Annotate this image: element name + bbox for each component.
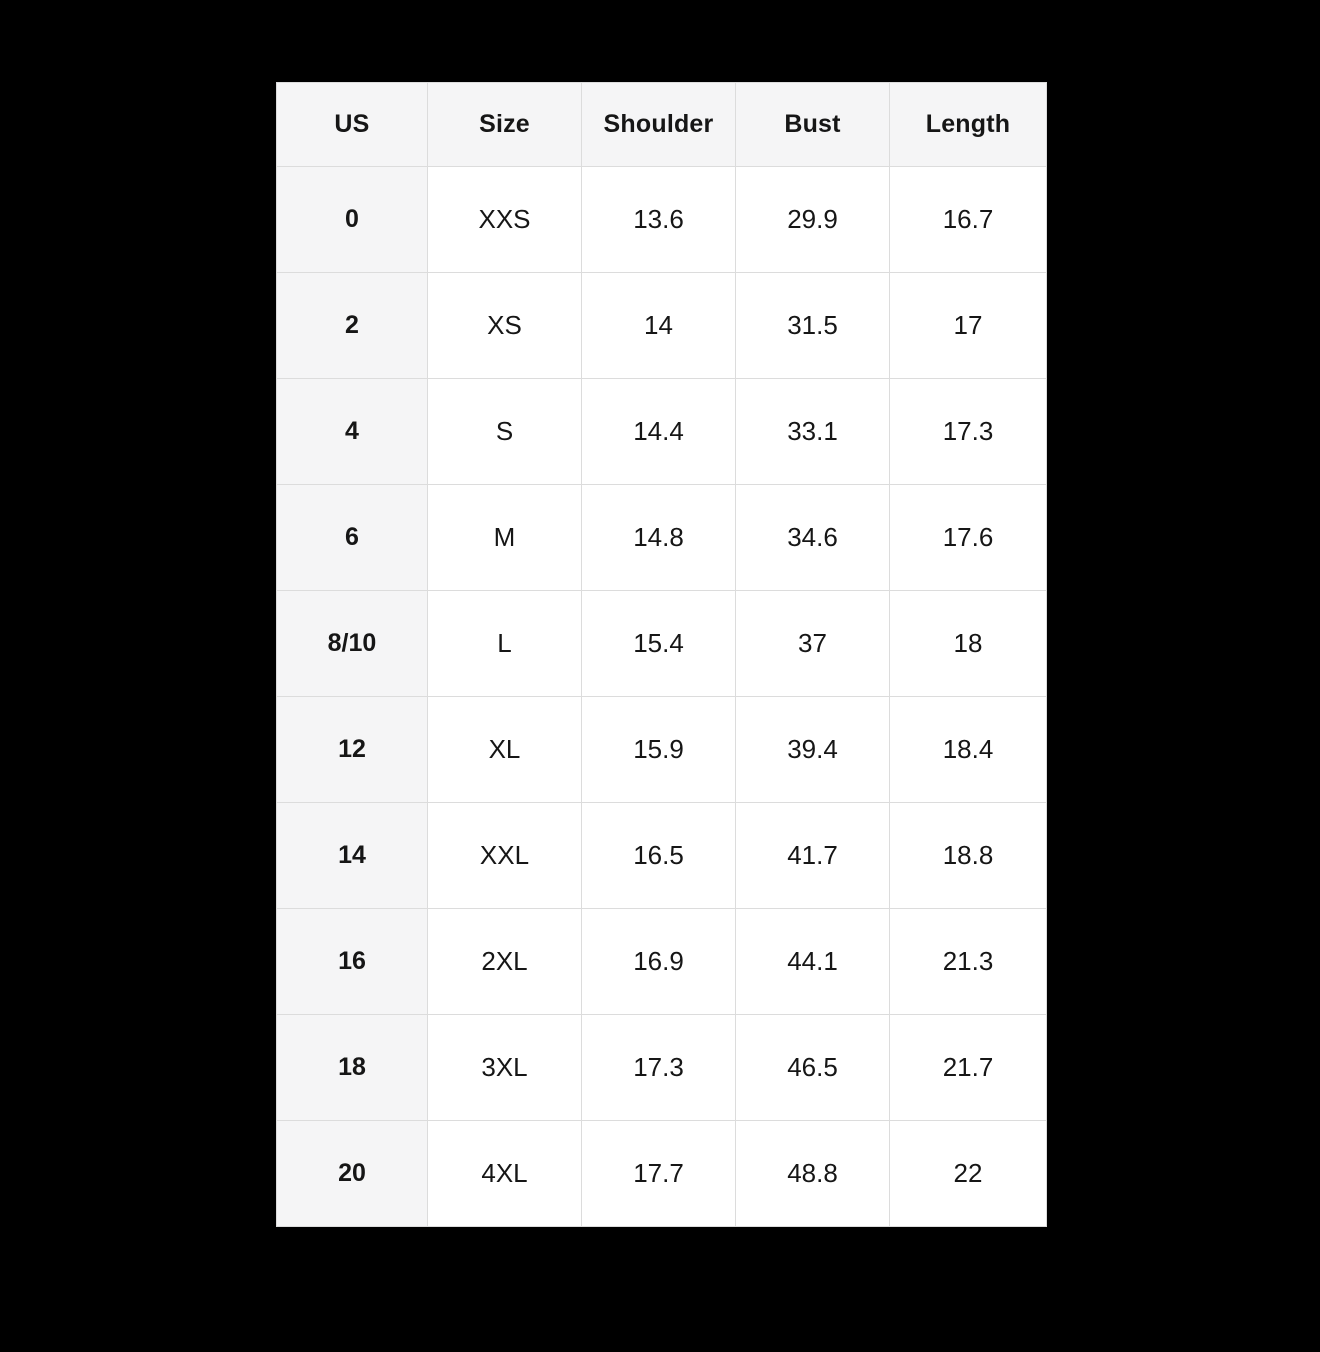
- table-row: [277, 273, 1047, 379]
- header-row: [277, 83, 1047, 167]
- data-cell: 17.6: [890, 485, 1047, 591]
- data-cell: 21.3: [890, 909, 1047, 1015]
- row-header-cell: 18: [277, 1015, 428, 1121]
- data-cell: 18: [890, 591, 1047, 697]
- column-header-length: Length: [890, 83, 1047, 167]
- data-cell: 15.4: [582, 591, 736, 697]
- data-cell: 31.5: [736, 273, 890, 379]
- data-cell: 21.7: [890, 1015, 1047, 1121]
- data-cell: 13.6: [582, 167, 736, 273]
- row-header-cell: 8/10: [277, 591, 428, 697]
- data-cell: XXL: [428, 803, 582, 909]
- data-cell: 16.7: [890, 167, 1047, 273]
- data-cell: M: [428, 485, 582, 591]
- data-cell: 17.3: [582, 1015, 736, 1121]
- size-chart-table: [276, 82, 1047, 1227]
- row-header-cell: 14: [277, 803, 428, 909]
- size-chart-header: [277, 83, 1047, 167]
- data-cell: 16.5: [582, 803, 736, 909]
- data-cell: 3XL: [428, 1015, 582, 1121]
- column-header-size: Size: [428, 83, 582, 167]
- table-row: [277, 485, 1047, 591]
- table-row: [277, 1121, 1047, 1227]
- data-cell: 17: [890, 273, 1047, 379]
- data-cell: 48.8: [736, 1121, 890, 1227]
- data-cell: XXS: [428, 167, 582, 273]
- data-cell: 4XL: [428, 1121, 582, 1227]
- table-row: [277, 1015, 1047, 1121]
- data-cell: 18.4: [890, 697, 1047, 803]
- data-cell: 17.7: [582, 1121, 736, 1227]
- data-cell: 14.8: [582, 485, 736, 591]
- data-cell: 46.5: [736, 1015, 890, 1121]
- column-header-us: US: [277, 83, 428, 167]
- column-header-shoulder: Shoulder: [582, 83, 736, 167]
- data-cell: 39.4: [736, 697, 890, 803]
- data-cell: 15.9: [582, 697, 736, 803]
- row-header-cell: 20: [277, 1121, 428, 1227]
- table-row: [277, 379, 1047, 485]
- data-cell: 34.6: [736, 485, 890, 591]
- data-cell: 17.3: [890, 379, 1047, 485]
- data-cell: L: [428, 591, 582, 697]
- column-header-bust: Bust: [736, 83, 890, 167]
- row-header-cell: 0: [277, 167, 428, 273]
- data-cell: 29.9: [736, 167, 890, 273]
- row-header-cell: 2: [277, 273, 428, 379]
- data-cell: 14.4: [582, 379, 736, 485]
- table-row: [277, 591, 1047, 697]
- row-header-cell: 6: [277, 485, 428, 591]
- data-cell: 14: [582, 273, 736, 379]
- row-header-cell: 12: [277, 697, 428, 803]
- table-row: [277, 803, 1047, 909]
- row-header-cell: 4: [277, 379, 428, 485]
- table-row: [277, 909, 1047, 1015]
- data-cell: 16.9: [582, 909, 736, 1015]
- data-cell: 18.8: [890, 803, 1047, 909]
- table-row: [277, 167, 1047, 273]
- data-cell: 44.1: [736, 909, 890, 1015]
- data-cell: 33.1: [736, 379, 890, 485]
- row-header-cell: 16: [277, 909, 428, 1015]
- data-cell: XS: [428, 273, 582, 379]
- table-row: [277, 697, 1047, 803]
- data-cell: 2XL: [428, 909, 582, 1015]
- data-cell: 22: [890, 1121, 1047, 1227]
- data-cell: S: [428, 379, 582, 485]
- size-chart-body: [277, 167, 1047, 1227]
- data-cell: 37: [736, 591, 890, 697]
- data-cell: XL: [428, 697, 582, 803]
- data-cell: 41.7: [736, 803, 890, 909]
